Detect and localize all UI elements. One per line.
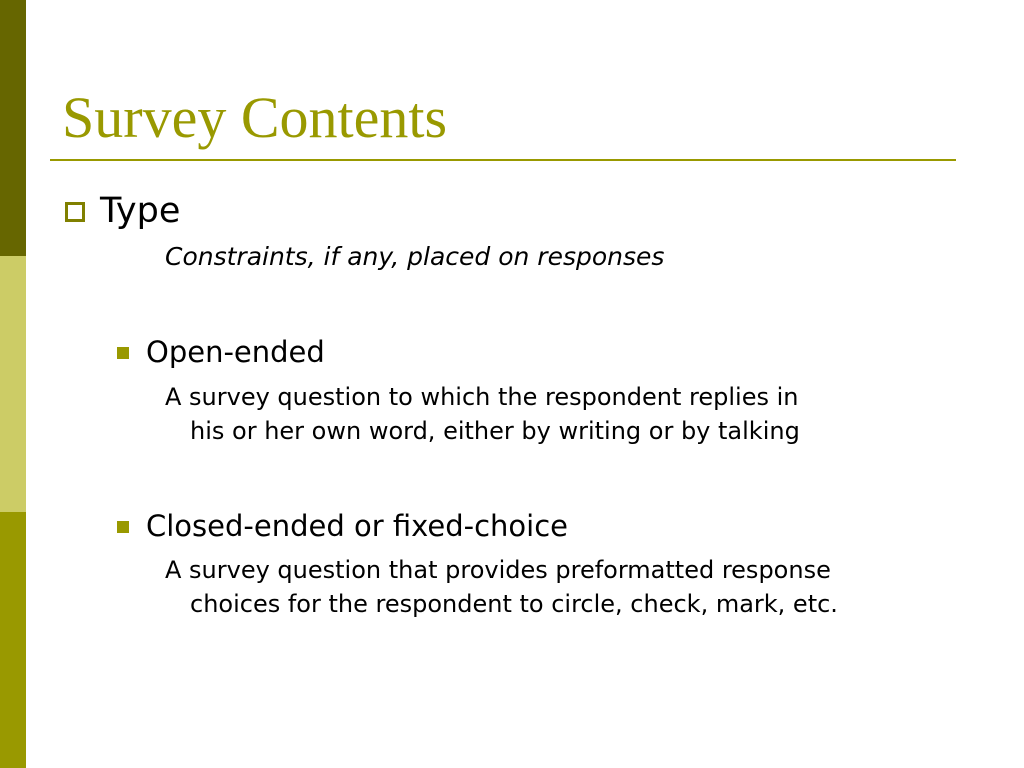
- item-label-closed-ended: Closed-ended or fixed-choice: [146, 509, 569, 543]
- topic-heading: Type: [100, 191, 181, 231]
- side-bar-top: [0, 0, 26, 256]
- solid-square-bullet-icon: [117, 347, 129, 359]
- title-underline: [50, 159, 956, 161]
- side-bar-bottom: [0, 512, 26, 768]
- item-description-line: choices for the respondent to circle, check, mark, etc.: [190, 590, 838, 618]
- slide-title: Survey Contents: [62, 85, 448, 150]
- item-description-line: his or her own word, either by writing or by talking: [190, 417, 800, 445]
- solid-square-bullet-icon: [117, 521, 129, 533]
- topic-subtitle: Constraints, if any, placed on responses: [165, 242, 665, 271]
- item-description-line: A survey question that provides preformatted response: [165, 556, 831, 584]
- item-description-line: A survey question to which the respondent replies in: [165, 383, 799, 411]
- item-label-open-ended: Open-ended: [146, 335, 325, 369]
- hollow-square-bullet-icon: [65, 202, 85, 222]
- side-bar-middle: [0, 256, 26, 512]
